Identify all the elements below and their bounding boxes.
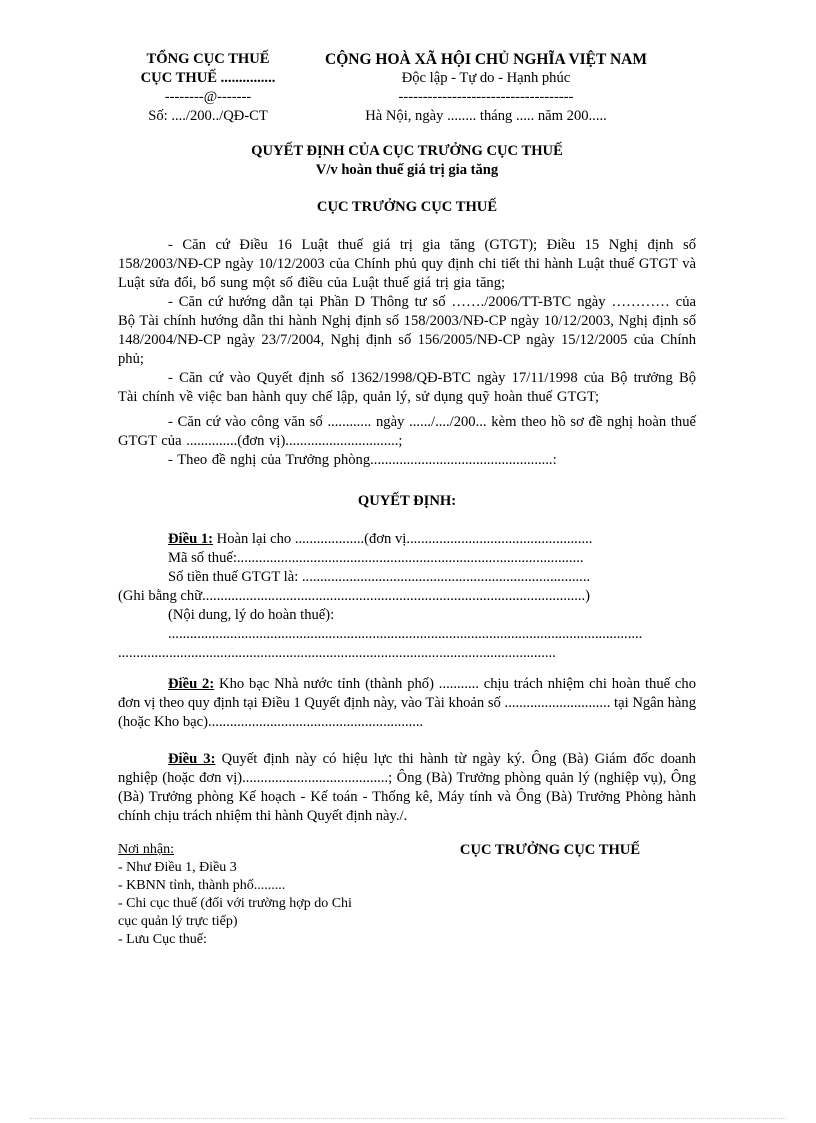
department-name: CỤC THUẾ ............... <box>140 70 276 86</box>
legal-bases <box>118 236 696 470</box>
article-3 <box>118 750 696 826</box>
basis-item: - Theo đề nghị của Trưởng phòng..................................................: <box>168 452 557 468</box>
basis-item: - Căn cứ Điều 16 Luật thuế giá trị gia tăng (GTGT); Điều 15 Nghị định số 158/2003/NĐ-CP ngày 10/12/2003 của Chính phủ quy định chi tiết thi hành Luật thuế GTGT và Luật sửa đổi, bổ sung một số điều của Luật thuế giá trị gia tăng; <box>118 237 696 291</box>
recipient-item: cục quản lý trực tiếp) <box>118 914 238 929</box>
header-separator: --------@------- <box>164 89 252 105</box>
recipient-item: - Lưu Cục thuế: <box>118 932 207 947</box>
document-number: Số: ..../200../QĐ-CT <box>148 108 268 124</box>
article-1-label: Điều 1: <box>168 531 213 547</box>
article-3-label: Điều 3: <box>168 751 216 767</box>
title-block <box>118 142 696 180</box>
recipients-block <box>118 841 408 949</box>
article-2-text: Kho bạc Nhà nước tỉnh (thành phố) ........... chịu trách nhiệm chi hoàn thuế cho đơn vị theo quy định tại Điều 1 Quyết định này, vào Tài khoản số ............................. tại Ngân hàng (hoặc Kho bạc)........................................................... <box>118 676 697 730</box>
article-1-line: (Nội dung, lý do hoàn thuế): <box>168 607 335 623</box>
article-3-text: Quyết định này có hiệu lực thi hành từ ngày ký. Ông (Bà) Giám đốc doanh nghiệp (hoặc đơn vị)........................................; Ông (Bà) Trưởng phòng quản lý (nghiệp vụ), Ông (Bà) Trưởng phòng Kế hoạch - Kế toán - Thống kê, Máy tính và Ông (Bà) Trưởng Phòng hành chính chịu trách nhiệm thi hành Quyết định này./. <box>118 751 696 824</box>
basis-item: - Căn cứ vào Quyết định số 1362/1998/QĐ-BTC ngày 17/11/1998 của Bộ trưởng Bộ Tài chính về việc ban hành quy chế lập, quản lý, sử dụng quỹ hoàn thuế GTGT; <box>118 370 696 405</box>
motto-separator: ------------------------------------ <box>398 89 574 105</box>
recipients-label: Nơi nhận: <box>118 842 175 857</box>
article-1-line: Mã số thuế:............................................................................................... <box>168 550 584 566</box>
article-1 <box>118 530 696 663</box>
recipient-item: - Chi cục thuế (đối với trường hợp do Chi <box>118 896 352 911</box>
issuing-authority: CỤC TRƯỞNG CỤC THUẾ <box>316 199 498 215</box>
page-bottom-border <box>30 1118 786 1119</box>
article-1-line: Hoàn lại cho ...................(đơn vị................................................... <box>213 531 593 547</box>
article-2-label: Điều 2: <box>168 676 215 692</box>
article-1-line: Số tiền thuế GTGT là: ............................................................................... <box>168 569 591 585</box>
national-motto: Độc lập - Tự do - Hạnh phúc <box>401 70 571 86</box>
basis-item: - Căn cứ vào công văn số ............ ngày ....../..../200... kèm theo hồ sơ đề nghị hoàn thuế GTGT của ..............(đơn vị)...............................; <box>118 414 696 449</box>
decision-heading: QUYẾT ĐỊNH: <box>357 493 457 509</box>
basis-item: - Căn cứ hướng dẫn tại Phần D Thông tư số ……./2006/TT-BTC ngày ………… của Bộ Tài chính hướng dẫn thi hành Nghị định số 158/2003/NĐ-CP ngày 10/12/2003, Nghị định số 148/2004/NĐ-CP ngày 23/7/2004, Nghị định số 156/2005/NĐ-CP ngày 15/12/2005 của Chính phủ; <box>118 294 696 367</box>
document-title: QUYẾT ĐỊNH CỦA CỤC TRƯỞNG CỤC THUẾ <box>251 143 563 159</box>
article-2 <box>118 675 696 732</box>
country-name: CỘNG HOÀ XÃ HỘI CHỦ NGHĨA VIỆT NAM <box>325 51 647 68</box>
article-1-line: .................................................................................................................................. <box>168 626 643 642</box>
agency-header <box>118 50 298 126</box>
national-header <box>300 50 672 126</box>
article-1-line: ........................................................................................................................ <box>118 645 556 661</box>
agency-name: TỔNG CỤC THUẾ <box>146 51 270 67</box>
recipient-item: - KBNN tỉnh, thành phố......... <box>118 878 286 893</box>
place-date: Hà Nội, ngày ........ tháng ..... năm 200..... <box>365 108 607 124</box>
article-1-line: (Ghi bằng chữ.........................................................................................................) <box>118 588 591 604</box>
signature-title: CỤC TRƯỞNG CỤC THUẾ <box>459 842 641 858</box>
recipient-item: - Như Điều 1, Điều 3 <box>118 860 237 875</box>
document-subject: V/v hoàn thuế giá trị gia tăng <box>315 162 499 178</box>
